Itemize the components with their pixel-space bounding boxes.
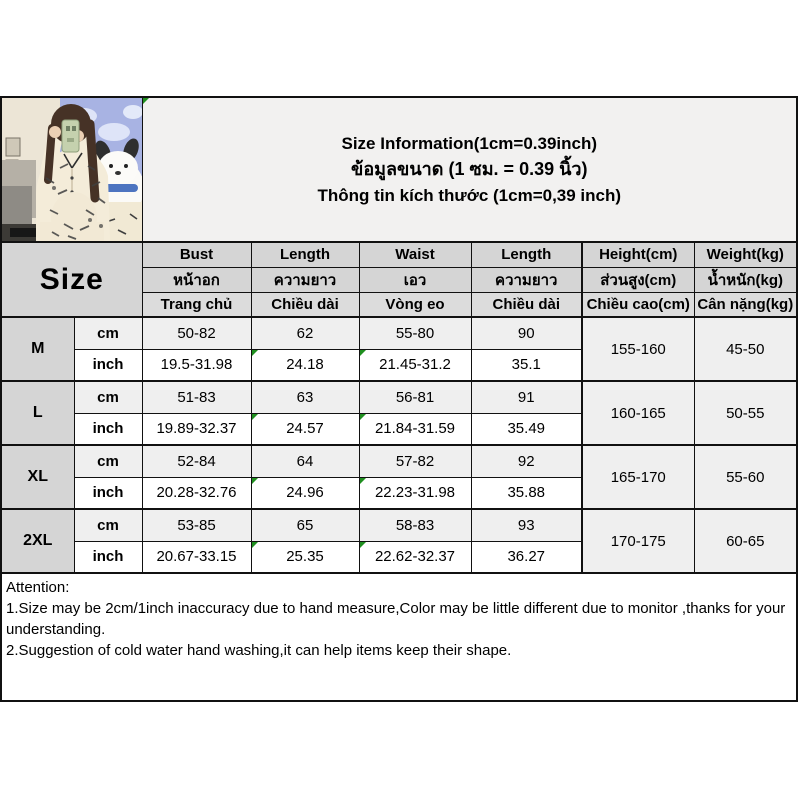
excel-error-marker-icon xyxy=(252,350,258,356)
waist-inch-cell xyxy=(359,413,471,445)
header-length-th: ความยาว xyxy=(251,267,359,292)
table-row-m-cm xyxy=(1,317,797,349)
excel-error-marker-icon xyxy=(252,542,258,548)
size-row-label-2xl: 2XL xyxy=(1,509,74,573)
weight-cell: 60-65 xyxy=(694,509,797,573)
bust-cm-cell: 53-85 xyxy=(142,509,251,541)
product-photo-illustration xyxy=(2,98,142,241)
table-row-2xl-cm xyxy=(1,509,797,541)
waist-inch-cell xyxy=(359,477,471,509)
excel-error-marker-icon xyxy=(252,414,258,420)
header-length-en: Length xyxy=(251,242,359,267)
header-waist-th: เอว xyxy=(359,267,471,292)
unit-label-inch: inch xyxy=(74,541,142,573)
cell-value: 22.62-32.37 xyxy=(374,548,456,566)
header-weight-vi: Cân nặng(kg) xyxy=(694,292,797,317)
header-weight-th: น้ำหนัก(kg) xyxy=(694,267,797,292)
height-cell: 165-170 xyxy=(582,445,694,509)
length2-cm-cell: 90 xyxy=(471,317,582,349)
length2-cm-cell: 92 xyxy=(471,445,582,477)
attention-item-2: 2.Suggestion of cold water hand washing,it can help items keep their shape. xyxy=(6,642,512,659)
weight-cell: 50-55 xyxy=(694,381,797,445)
size-row-label-l: L xyxy=(1,381,74,445)
header-length-vi: Chiều dài xyxy=(251,292,359,317)
bust-cm-cell: 50-82 xyxy=(142,317,251,349)
header-row-english xyxy=(1,242,797,267)
weight-cell: 45-50 xyxy=(694,317,797,381)
attention-note xyxy=(0,574,798,702)
excel-error-marker-icon xyxy=(143,98,149,104)
height-cell: 160-165 xyxy=(582,381,694,445)
unit-label-cm: cm xyxy=(74,381,142,413)
header-height-en: Height(cm) xyxy=(582,242,694,267)
product-photo-cell xyxy=(1,97,142,242)
waist-cm-cell: 58-83 xyxy=(359,509,471,541)
header-bust-vi: Trang chủ xyxy=(142,292,251,317)
length-cm-cell: 64 xyxy=(251,445,359,477)
header-length2-vi: Chiều dài xyxy=(471,292,582,317)
weight-cell: 55-60 xyxy=(694,445,797,509)
title-row xyxy=(1,97,797,242)
cell-value: 24.96 xyxy=(286,484,324,502)
attention-item-1: 1.Size may be 2cm/1inch inaccuracy due to hand measure,Color may be little different due to monitor ,thanks for your understanding. xyxy=(6,600,786,638)
length-cm-cell: 63 xyxy=(251,381,359,413)
unit-label-inch: inch xyxy=(74,349,142,381)
header-bust-en: Bust xyxy=(142,242,251,267)
length-cm-cell: 62 xyxy=(251,317,359,349)
unit-label-cm: cm xyxy=(74,509,142,541)
bust-cm-cell: 51-83 xyxy=(142,381,251,413)
header-length2-en: Length xyxy=(471,242,582,267)
unit-label-inch: inch xyxy=(74,413,142,445)
header-weight-en: Weight(kg) xyxy=(694,242,797,267)
cell-value: 21.45-31.2 xyxy=(379,356,451,374)
excel-error-marker-icon xyxy=(360,414,366,420)
length-inch-cell xyxy=(251,413,359,445)
header-height-vi: Chiều cao(cm) xyxy=(582,292,694,317)
cell-value: 21.84-31.59 xyxy=(374,420,456,438)
length-inch-cell xyxy=(251,541,359,573)
header-waist-vi: Vòng eo xyxy=(359,292,471,317)
header-height-th: ส่วนสูง(cm) xyxy=(582,267,694,292)
header-waist-en: Waist xyxy=(359,242,471,267)
bust-inch-cell: 19.89-32.37 xyxy=(142,413,251,445)
bust-inch-cell: 20.28-32.76 xyxy=(142,477,251,509)
title-vietnamese: Thông tin kích thước (1cm=0,39 inch) xyxy=(317,185,622,205)
attention-heading: Attention: xyxy=(6,579,70,596)
table-row-xl-cm xyxy=(1,445,797,477)
length-inch-cell xyxy=(251,477,359,509)
unit-label-cm: cm xyxy=(74,317,142,349)
waist-cm-cell: 55-80 xyxy=(359,317,471,349)
bust-inch-cell: 19.5-31.98 xyxy=(142,349,251,381)
cell-value: 22.23-31.98 xyxy=(374,484,456,502)
cell-value: 24.18 xyxy=(286,356,324,374)
length-cm-cell: 65 xyxy=(251,509,359,541)
waist-inch-cell xyxy=(359,541,471,573)
header-bust-th: หน้าอก xyxy=(142,267,251,292)
waist-cm-cell: 56-81 xyxy=(359,381,471,413)
title-thai: ข้อมูลขนาด (1 ซม. = 0.39 นิ้ว) xyxy=(351,159,588,180)
excel-error-marker-icon xyxy=(360,350,366,356)
excel-error-marker-icon xyxy=(252,478,258,484)
bust-inch-cell: 20.67-33.15 xyxy=(142,541,251,573)
size-table xyxy=(0,96,798,574)
cell-value: 25.35 xyxy=(286,548,324,566)
waist-cm-cell: 57-82 xyxy=(359,445,471,477)
unit-label-cm: cm xyxy=(74,445,142,477)
length2-cm-cell: 93 xyxy=(471,509,582,541)
height-cell: 155-160 xyxy=(582,317,694,381)
waist-inch-cell xyxy=(359,349,471,381)
size-row-label-xl: XL xyxy=(1,445,74,509)
length2-inch-cell: 35.49 xyxy=(471,413,582,445)
length-inch-cell xyxy=(251,349,359,381)
bust-cm-cell: 52-84 xyxy=(142,445,251,477)
length2-inch-cell: 36.27 xyxy=(471,541,582,573)
header-length2-th: ความยาว xyxy=(471,267,582,292)
cell-value: 24.57 xyxy=(286,420,324,438)
unit-label-inch: inch xyxy=(74,477,142,509)
height-cell: 170-175 xyxy=(582,509,694,573)
size-corner-label: Size xyxy=(1,242,142,317)
title-english: Size Information(1cm=0.39inch) xyxy=(341,134,598,153)
table-row-l-cm xyxy=(1,381,797,413)
size-row-label-m: M xyxy=(1,317,74,381)
title-cell xyxy=(142,97,797,242)
length2-cm-cell: 91 xyxy=(471,381,582,413)
length2-inch-cell: 35.1 xyxy=(471,349,582,381)
excel-error-marker-icon xyxy=(360,542,366,548)
excel-error-marker-icon xyxy=(360,478,366,484)
length2-inch-cell: 35.88 xyxy=(471,477,582,509)
